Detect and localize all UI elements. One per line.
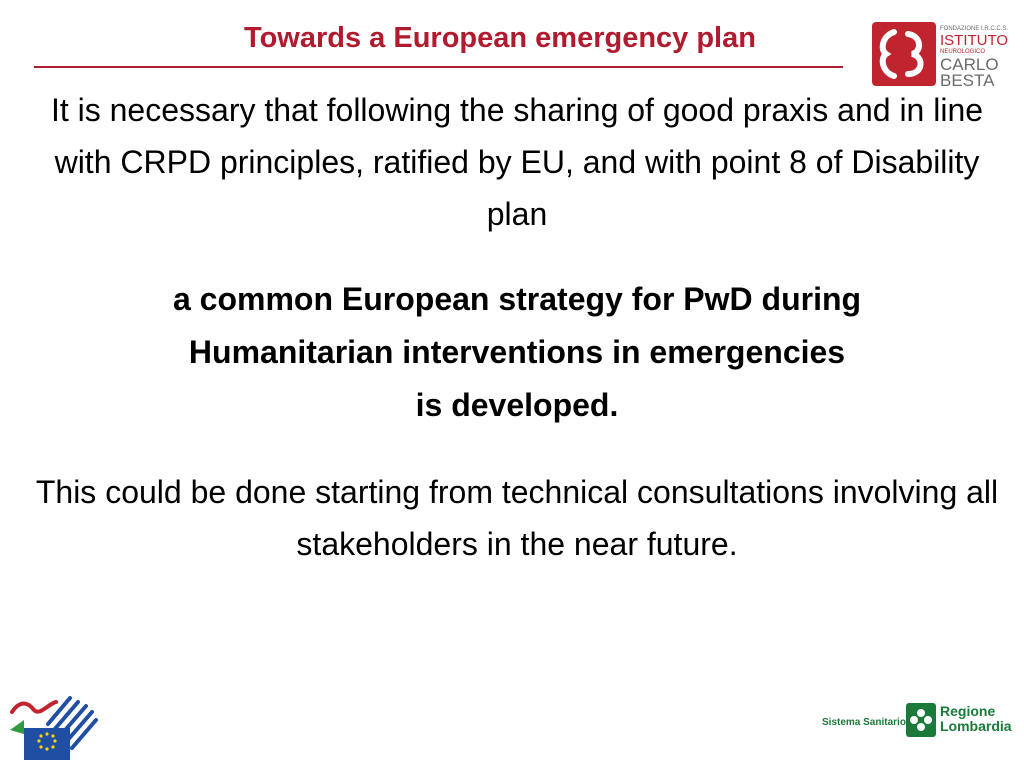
- besta-besta-text: BESTA: [940, 71, 995, 90]
- regione-line: Regione: [940, 703, 996, 719]
- besta-neurologico-text: NEUROLOGICO: [940, 49, 986, 55]
- consultation-paragraph: This could be done starting from technical consultations involving all stakeholders in the near future.: [35, 474, 999, 562]
- strategy-line-2: Humanitarian interventions in emergencies: [188, 334, 846, 370]
- strategy-line-1: a common European strategy for PwD during: [172, 281, 862, 317]
- strategy-statement: [20, 273, 1014, 432]
- regione-lombardia-logo: [822, 700, 1012, 744]
- lombardia-line: Lombardia: [940, 718, 1012, 734]
- slide-title: Towards a European emergency plan: [244, 22, 756, 54]
- regione-lombardia-text: [940, 704, 1012, 734]
- besta-mark-icon: [872, 22, 936, 86]
- sistema-sanitario-text: Sistema Sanitario: [822, 717, 906, 728]
- strategy-line-3: is developed.: [415, 387, 619, 423]
- title-divider: [34, 66, 843, 68]
- besta-logo: [872, 22, 1009, 90]
- intro-paragraph: It is necessary that following the sharing of good praxis and in line with CRPD principles, ratified by EU, and with point 8 of Disability plan: [50, 92, 984, 232]
- besta-foundation-text: FONDAZIONE I.R.C.C.S.: [940, 26, 1009, 32]
- besta-istituto-text: ISTITUTO: [940, 32, 1009, 49]
- besta-carlo-text: CARLO: [940, 55, 999, 74]
- lombardia-cross-icon: [906, 703, 936, 742]
- eu-project-logo: [8, 690, 98, 762]
